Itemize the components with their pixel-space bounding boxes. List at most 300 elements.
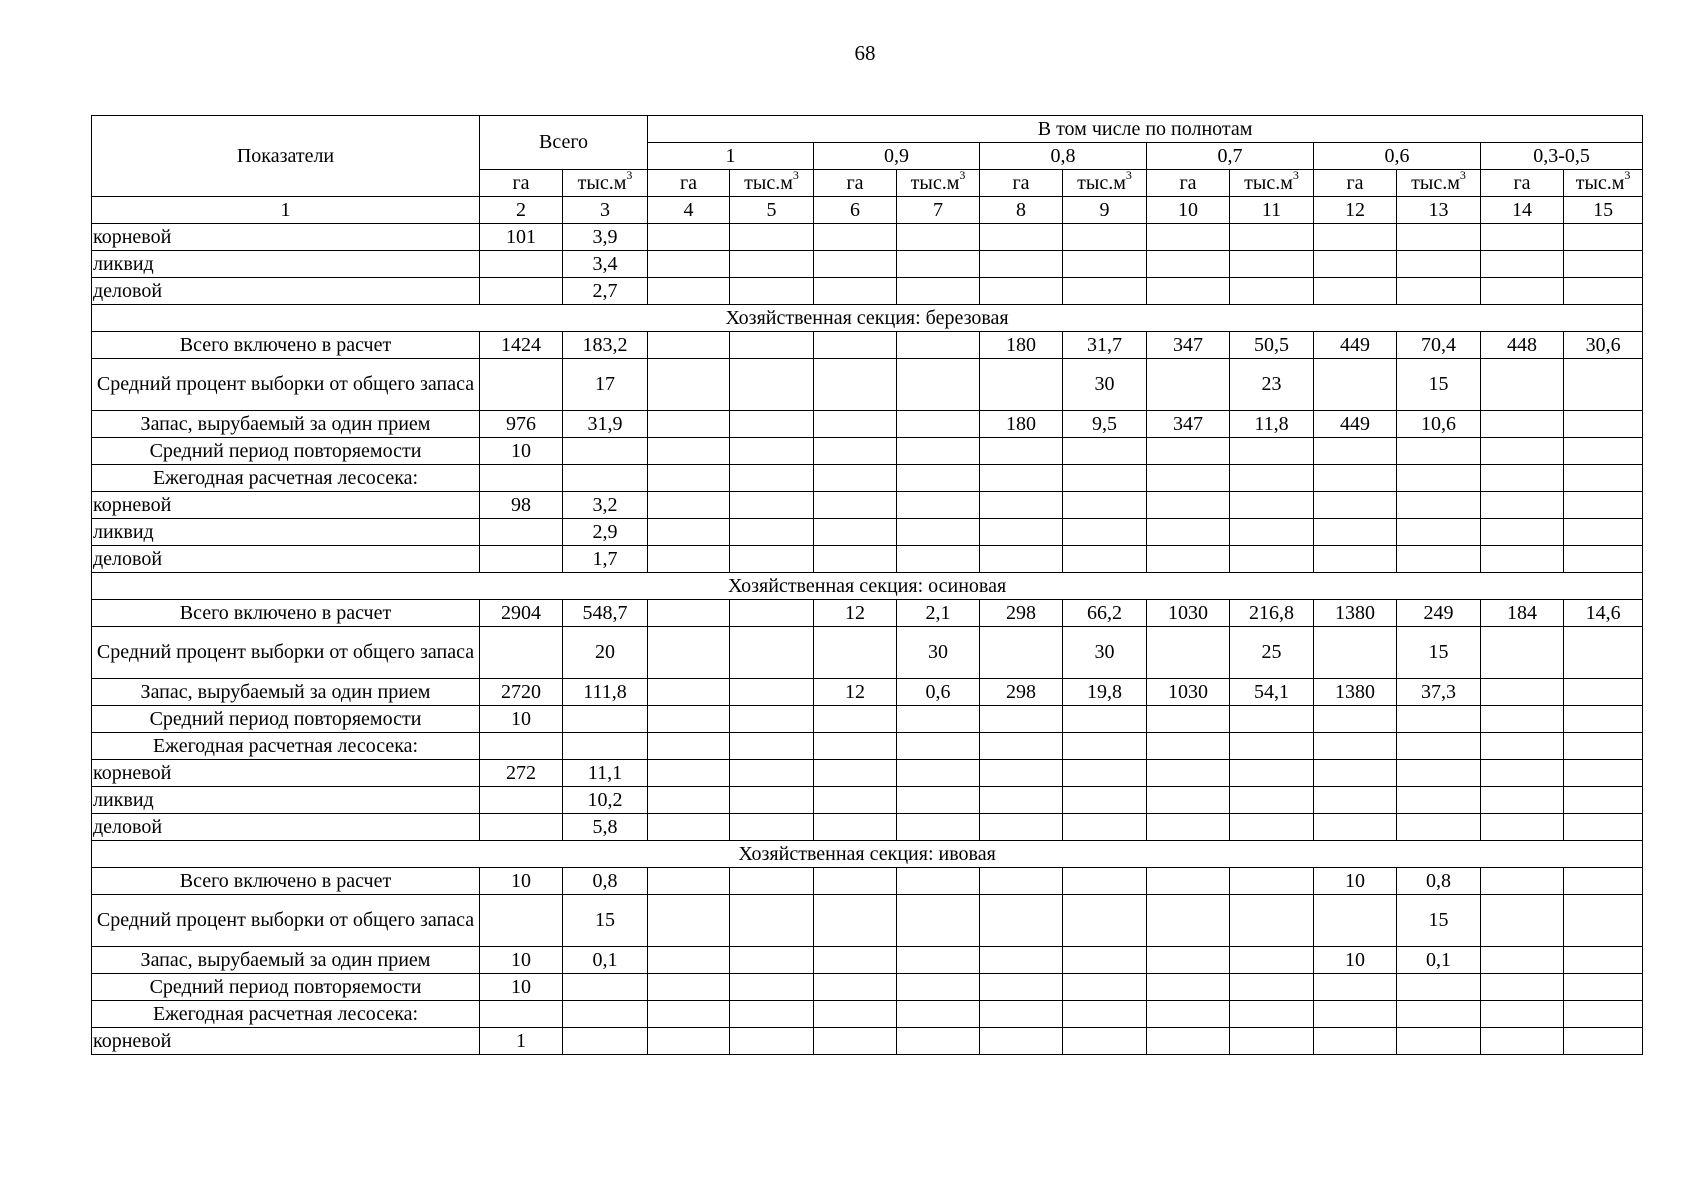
- table-cell: [1397, 1001, 1481, 1028]
- table-cell: 101: [480, 224, 563, 251]
- table-cell: [730, 411, 814, 438]
- table-cell: 249: [1397, 600, 1481, 627]
- table-cell: 1,7: [563, 546, 648, 573]
- column-number: 12: [1314, 197, 1397, 224]
- table-cell: 15: [563, 895, 648, 947]
- table-cell: 15: [1397, 627, 1481, 679]
- table-cell: [1397, 706, 1481, 733]
- table-cell: [1314, 278, 1397, 305]
- table-cell: 180: [980, 332, 1063, 359]
- table-cell: [1314, 1001, 1397, 1028]
- table-cell: 347: [1147, 332, 1230, 359]
- table-cell: [814, 411, 897, 438]
- unit-volume-exponent: 3: [1624, 169, 1631, 182]
- table-cell: 10: [480, 974, 563, 1001]
- table-cell: 31,9: [563, 411, 648, 438]
- column-number: 8: [980, 197, 1063, 224]
- column-number: 1: [92, 197, 480, 224]
- table-cell: [1397, 519, 1481, 546]
- table-cell: [648, 251, 730, 278]
- table-cell: [1063, 465, 1147, 492]
- row-label: ликвид: [92, 519, 480, 546]
- column-number: 9: [1063, 197, 1147, 224]
- table-cell: [730, 224, 814, 251]
- table-cell: [1230, 895, 1314, 947]
- table-cell: [897, 332, 980, 359]
- table-cell: [1564, 627, 1643, 679]
- table-cell: [897, 251, 980, 278]
- table-cell: [1230, 814, 1314, 841]
- table-cell: [1230, 278, 1314, 305]
- table-cell: [480, 251, 563, 278]
- table-cell: [1147, 1001, 1230, 1028]
- table-cell: [1063, 814, 1147, 841]
- table-cell: [648, 438, 730, 465]
- unit-volume-exponent: 3: [792, 169, 799, 182]
- table-cell: 17: [563, 359, 648, 411]
- table-cell: [563, 438, 648, 465]
- table-cell: [1314, 492, 1397, 519]
- table-cell: [648, 411, 730, 438]
- table-cell: [897, 868, 980, 895]
- row-label: Ежегодная расчетная лесосека:: [92, 465, 480, 492]
- table-cell: 0,6: [897, 679, 980, 706]
- table-cell: [1564, 1001, 1643, 1028]
- table-cell: [563, 706, 648, 733]
- section-title: Хозяйственная секция: ивовая: [92, 841, 1643, 868]
- table-cell: [1397, 224, 1481, 251]
- table-cell: [1564, 760, 1643, 787]
- table-cell: [1230, 519, 1314, 546]
- table-cell: [814, 760, 897, 787]
- column-number: 15: [1564, 197, 1643, 224]
- table-row: [92, 706, 1643, 733]
- table-row: [92, 814, 1643, 841]
- table-cell: [1481, 492, 1564, 519]
- table-cell: [1314, 895, 1397, 947]
- table-cell: [563, 733, 648, 760]
- column-number: 7: [897, 197, 980, 224]
- table-cell: 2,7: [563, 278, 648, 305]
- section-title: Хозяйственная секция: осиновая: [92, 573, 1643, 600]
- table-cell: [730, 947, 814, 974]
- table-cell: [648, 868, 730, 895]
- table-cell: 20: [563, 627, 648, 679]
- table-cell: [730, 760, 814, 787]
- table-row: [92, 1001, 1643, 1028]
- table-cell: [980, 465, 1063, 492]
- table-cell: [730, 438, 814, 465]
- table-cell: [1314, 733, 1397, 760]
- table-cell: [897, 814, 980, 841]
- table-cell: 0,1: [1397, 947, 1481, 974]
- table-cell: [1230, 492, 1314, 519]
- table-cell: [1564, 492, 1643, 519]
- table-row: [92, 1028, 1643, 1055]
- row-label: деловой: [92, 814, 480, 841]
- table-cell: [648, 974, 730, 1001]
- table-cell: [1314, 465, 1397, 492]
- table-cell: [480, 359, 563, 411]
- table-cell: 11,1: [563, 760, 648, 787]
- table-cell: [980, 814, 1063, 841]
- table-row: [92, 411, 1643, 438]
- unit-volume-text: тыс.м: [577, 171, 627, 194]
- row-label: Ежегодная расчетная лесосека:: [92, 733, 480, 760]
- table-cell: 10,6: [1397, 411, 1481, 438]
- row-label: Средний период повторяемости: [92, 438, 480, 465]
- table-cell: [730, 895, 814, 947]
- table-cell: 3,2: [563, 492, 648, 519]
- table-cell: [1481, 519, 1564, 546]
- table-cell: [1481, 760, 1564, 787]
- table-cell: [1147, 359, 1230, 411]
- table-row: [92, 787, 1643, 814]
- forest-harvest-table: [91, 115, 1643, 1055]
- table-cell: [1147, 814, 1230, 841]
- table-cell: [730, 546, 814, 573]
- table-cell: [1147, 706, 1230, 733]
- table-cell: [1481, 1028, 1564, 1055]
- header-unit-volume: [730, 170, 814, 197]
- header-unit-ha: га: [980, 170, 1063, 197]
- table-cell: [1564, 278, 1643, 305]
- table-cell: [980, 438, 1063, 465]
- table-cell: [1564, 1028, 1643, 1055]
- table-row: [92, 733, 1643, 760]
- table-cell: [897, 787, 980, 814]
- table-cell: [897, 546, 980, 573]
- table-cell: 3,4: [563, 251, 648, 278]
- table-cell: 2904: [480, 600, 563, 627]
- table-cell: [1481, 411, 1564, 438]
- table-cell: [1063, 546, 1147, 573]
- table-cell: [1063, 974, 1147, 1001]
- table-cell: [814, 546, 897, 573]
- table-cell: [1230, 733, 1314, 760]
- table-cell: [1063, 947, 1147, 974]
- table-cell: [480, 1001, 563, 1028]
- table-cell: 298: [980, 600, 1063, 627]
- table-cell: [648, 546, 730, 573]
- header-unit-volume: [1564, 170, 1643, 197]
- row-label: Запас, вырубаемый за один прием: [92, 947, 480, 974]
- row-label: Запас, вырубаемый за один прием: [92, 411, 480, 438]
- table-cell: [1230, 787, 1314, 814]
- table-cell: [648, 733, 730, 760]
- table-cell: 10: [1314, 868, 1397, 895]
- table-cell: [980, 359, 1063, 411]
- table-cell: 23: [1230, 359, 1314, 411]
- table-cell: [980, 895, 1063, 947]
- header-column-numbers: [92, 197, 1643, 224]
- table-cell: [1230, 438, 1314, 465]
- unit-volume-exponent: 3: [1292, 169, 1299, 182]
- table-cell: 5,8: [563, 814, 648, 841]
- table-cell: 30: [897, 627, 980, 679]
- table-cell: 12: [814, 600, 897, 627]
- table-cell: [980, 546, 1063, 573]
- table-row: [92, 224, 1643, 251]
- table-cell: [1481, 438, 1564, 465]
- table-cell: 98: [480, 492, 563, 519]
- section-row: [92, 841, 1643, 868]
- table-cell: [1481, 1001, 1564, 1028]
- table-cell: [1314, 627, 1397, 679]
- table-cell: [1397, 438, 1481, 465]
- table-cell: [1564, 224, 1643, 251]
- table-cell: [1397, 492, 1481, 519]
- column-number: 3: [563, 197, 648, 224]
- table-cell: [1481, 814, 1564, 841]
- table-cell: [648, 706, 730, 733]
- unit-volume-text: тыс.м: [1244, 171, 1293, 194]
- table-cell: [1147, 868, 1230, 895]
- header-unit-volume: [1230, 170, 1314, 197]
- table-cell: [814, 814, 897, 841]
- header-unit-ha: га: [1147, 170, 1230, 197]
- table-cell: [480, 519, 563, 546]
- table-cell: [1564, 733, 1643, 760]
- table-cell: [980, 1001, 1063, 1028]
- header-unit-ha: га: [1314, 170, 1397, 197]
- table-cell: [897, 359, 980, 411]
- table-cell: [1481, 787, 1564, 814]
- table-cell: [1147, 627, 1230, 679]
- row-label: ликвид: [92, 251, 480, 278]
- header-unit-ha: га: [648, 170, 730, 197]
- header-total: Всего: [480, 116, 648, 170]
- column-number: 5: [730, 197, 814, 224]
- unit-volume-exponent: 3: [1459, 169, 1466, 182]
- column-number: 10: [1147, 197, 1230, 224]
- table-cell: 111,8: [563, 679, 648, 706]
- table-cell: [814, 868, 897, 895]
- table-cell: 12: [814, 679, 897, 706]
- table-cell: [648, 787, 730, 814]
- table-cell: [1481, 359, 1564, 411]
- table-cell: [814, 359, 897, 411]
- table-cell: [648, 947, 730, 974]
- table-cell: 448: [1481, 332, 1564, 359]
- table-cell: [648, 760, 730, 787]
- table-cell: [730, 974, 814, 1001]
- table-row: [92, 465, 1643, 492]
- table-cell: [897, 947, 980, 974]
- table-cell: [1230, 706, 1314, 733]
- table-cell: [730, 465, 814, 492]
- table-cell: [730, 251, 814, 278]
- table-cell: [1481, 706, 1564, 733]
- table-cell: [1063, 1028, 1147, 1055]
- table-cell: [980, 251, 1063, 278]
- unit-volume-text: тыс.м: [744, 171, 793, 194]
- table-cell: [1481, 895, 1564, 947]
- table-cell: [1564, 519, 1643, 546]
- table-cell: [1147, 733, 1230, 760]
- table-cell: 15: [1397, 359, 1481, 411]
- row-label: Средний процент выборки от общего запаса: [92, 627, 480, 679]
- table-cell: 1030: [1147, 600, 1230, 627]
- header-density-3: 0,7: [1147, 143, 1314, 170]
- table-cell: [1147, 895, 1230, 947]
- table-cell: 449: [1314, 411, 1397, 438]
- table-cell: [1147, 465, 1230, 492]
- table-cell: [897, 492, 980, 519]
- table-cell: [1564, 465, 1643, 492]
- table-cell: 1380: [1314, 679, 1397, 706]
- table-cell: 30: [1063, 359, 1147, 411]
- table-cell: [1063, 519, 1147, 546]
- table-cell: [897, 1001, 980, 1028]
- table-cell: [730, 733, 814, 760]
- table-cell: 449: [1314, 332, 1397, 359]
- table-cell: 31,7: [1063, 332, 1147, 359]
- table-cell: [980, 974, 1063, 1001]
- table-cell: [1147, 438, 1230, 465]
- table-cell: 1030: [1147, 679, 1230, 706]
- row-label: корневой: [92, 1028, 480, 1055]
- column-number: 13: [1397, 197, 1481, 224]
- table-cell: [980, 492, 1063, 519]
- table-row: [92, 679, 1643, 706]
- table-cell: [1481, 224, 1564, 251]
- table-cell: [1230, 251, 1314, 278]
- table-cell: [1063, 251, 1147, 278]
- table-cell: [1481, 868, 1564, 895]
- table-cell: [980, 760, 1063, 787]
- unit-volume-text: тыс.м: [1575, 171, 1625, 194]
- table-cell: [480, 787, 563, 814]
- table-cell: [897, 519, 980, 546]
- table-cell: [814, 438, 897, 465]
- table-cell: 10: [480, 706, 563, 733]
- table-cell: [1230, 1028, 1314, 1055]
- table-cell: 0,8: [1397, 868, 1481, 895]
- table-cell: 347: [1147, 411, 1230, 438]
- table-cell: [980, 947, 1063, 974]
- header-density-4: 0,6: [1314, 143, 1481, 170]
- table-cell: 66,2: [1063, 600, 1147, 627]
- table-row: [92, 947, 1643, 974]
- table-cell: [1481, 278, 1564, 305]
- table-cell: [1230, 974, 1314, 1001]
- table-cell: [1314, 706, 1397, 733]
- table-cell: [897, 760, 980, 787]
- table-cell: [1397, 787, 1481, 814]
- row-label: Средний процент выборки от общего запаса: [92, 359, 480, 411]
- table-body: [92, 224, 1643, 1055]
- table-cell: [1147, 947, 1230, 974]
- table-cell: [1147, 760, 1230, 787]
- table-cell: [1564, 411, 1643, 438]
- table-cell: [1230, 465, 1314, 492]
- table-cell: [897, 733, 980, 760]
- table-cell: [1230, 1001, 1314, 1028]
- table-cell: [648, 519, 730, 546]
- table-cell: [648, 465, 730, 492]
- table-cell: [1397, 814, 1481, 841]
- table-cell: [1397, 760, 1481, 787]
- column-number: 14: [1481, 197, 1564, 224]
- row-label: Запас, вырубаемый за один прием: [92, 679, 480, 706]
- table-cell: [730, 600, 814, 627]
- table-cell: [980, 278, 1063, 305]
- table-cell: [980, 519, 1063, 546]
- table-cell: [730, 679, 814, 706]
- table-cell: [1063, 278, 1147, 305]
- column-number: 4: [648, 197, 730, 224]
- table-cell: [563, 1028, 648, 1055]
- table-cell: [1481, 974, 1564, 1001]
- table-cell: [1481, 546, 1564, 573]
- table-cell: [980, 627, 1063, 679]
- unit-volume-exponent: 3: [626, 169, 633, 182]
- table-cell: [814, 519, 897, 546]
- table-cell: [480, 627, 563, 679]
- table-cell: [1147, 251, 1230, 278]
- table-cell: [648, 600, 730, 627]
- header-density-0: 1: [648, 143, 814, 170]
- table-cell: [897, 895, 980, 947]
- table-header: [92, 116, 1643, 224]
- table-cell: [1147, 1028, 1230, 1055]
- table-cell: [980, 868, 1063, 895]
- row-label: корневой: [92, 224, 480, 251]
- table-cell: [814, 278, 897, 305]
- table-cell: [1481, 465, 1564, 492]
- table-cell: 1424: [480, 332, 563, 359]
- table-cell: [480, 814, 563, 841]
- table-cell: [480, 465, 563, 492]
- table-cell: 0,1: [563, 947, 648, 974]
- row-label: Средний период повторяемости: [92, 974, 480, 1001]
- table-cell: [730, 706, 814, 733]
- header-density-1: 0,9: [814, 143, 980, 170]
- table-cell: [730, 519, 814, 546]
- row-label: Ежегодная расчетная лесосека:: [92, 1001, 480, 1028]
- table-cell: [1564, 787, 1643, 814]
- table-cell: [730, 359, 814, 411]
- table-cell: [1564, 868, 1643, 895]
- table-cell: [814, 627, 897, 679]
- table-cell: [1564, 814, 1643, 841]
- table-cell: [1397, 278, 1481, 305]
- table-cell: [980, 787, 1063, 814]
- table-cell: [1314, 251, 1397, 278]
- row-label: Всего включено в расчет: [92, 600, 480, 627]
- table-cell: [1147, 787, 1230, 814]
- table-cell: [1481, 947, 1564, 974]
- table-cell: [648, 224, 730, 251]
- table-cell: [814, 706, 897, 733]
- table-row: [92, 895, 1643, 947]
- table-cell: [1314, 359, 1397, 411]
- table-cell: [1314, 1028, 1397, 1055]
- header-unit-volume: [1397, 170, 1481, 197]
- table-cell: [648, 895, 730, 947]
- table-cell: [648, 1028, 730, 1055]
- table-row: [92, 868, 1643, 895]
- row-label: Средний процент выборки от общего запаса: [92, 895, 480, 947]
- table-cell: [1314, 224, 1397, 251]
- table-cell: [897, 974, 980, 1001]
- table-cell: [730, 1001, 814, 1028]
- table-cell: [1230, 868, 1314, 895]
- table-cell: [1397, 974, 1481, 1001]
- table-cell: [648, 359, 730, 411]
- table-cell: 3,9: [563, 224, 648, 251]
